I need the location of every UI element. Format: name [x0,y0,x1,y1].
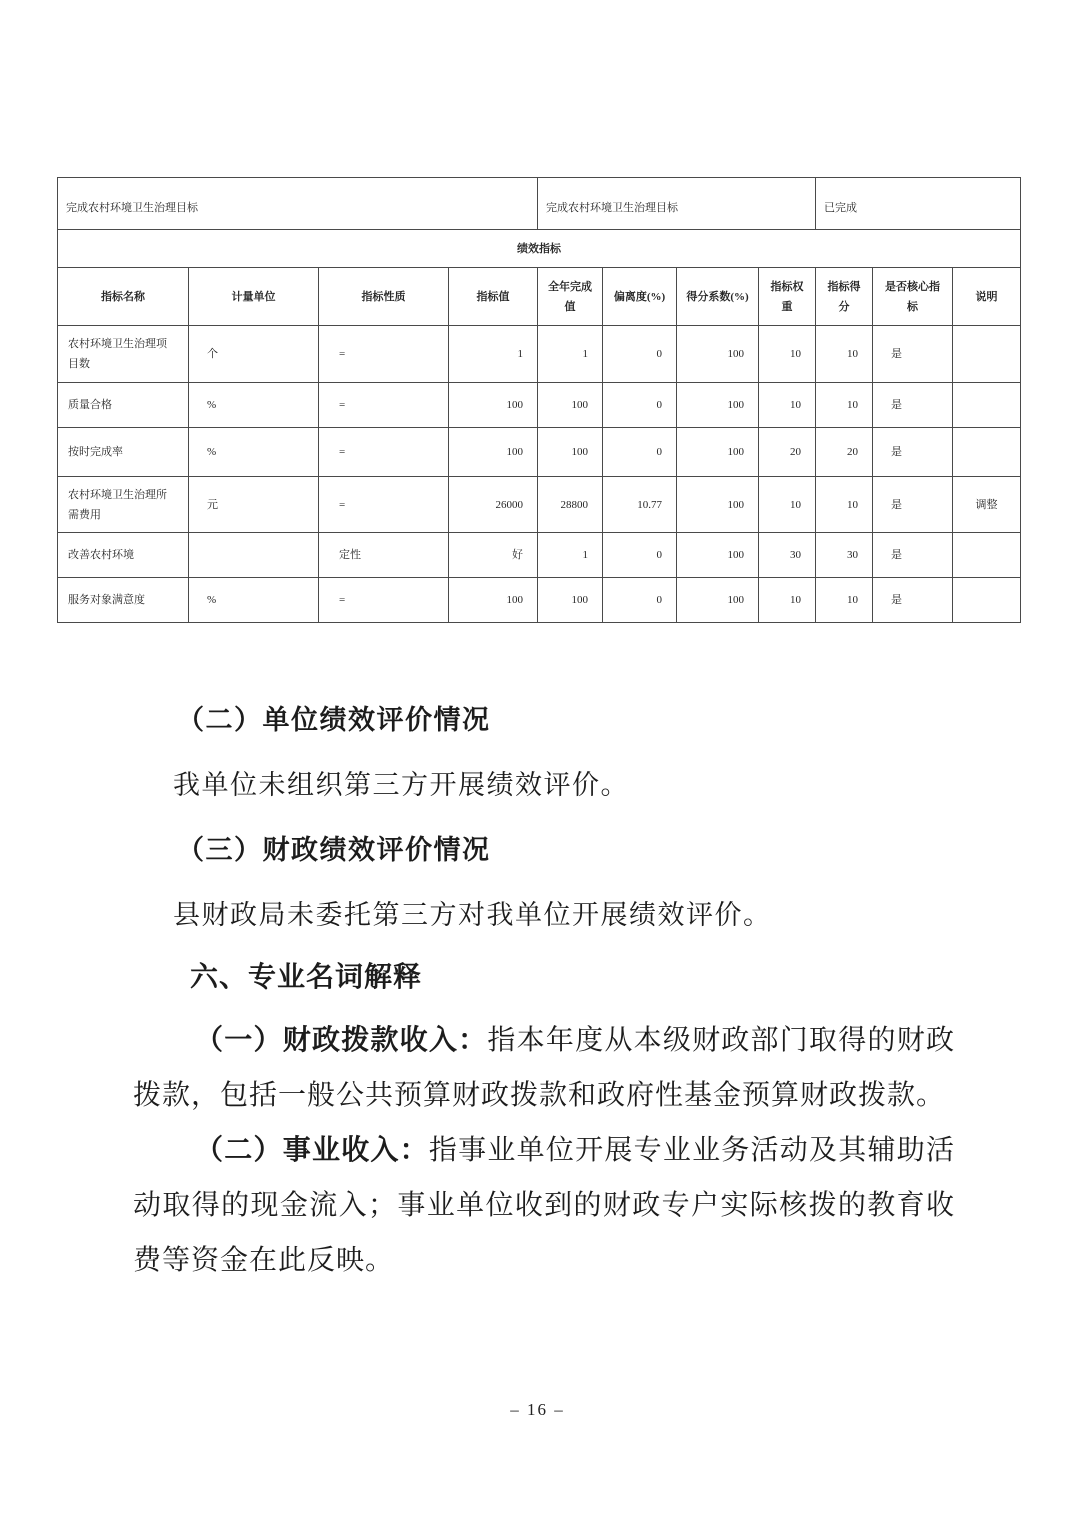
term-body: 指本年度从本级财政部门取得的财政拨款，包括一般公共预算财政拨款和政府性基金预算财政拨款。 [133,1025,955,1111]
table-cell: 100 [538,578,603,623]
table-row [58,477,1021,533]
table-cell: 农村环境卫生治理所需费用 [58,477,189,533]
table-cell: 100 [449,428,538,477]
term-body: 指事业单位开展专业业务活动及其辅助活动取得的现金流入；事业单位收到的财政专户实际核拨的教育收费等资金在此反映。 [133,1135,955,1276]
table-cell: 100 [538,383,603,428]
table-cell: 1 [538,326,603,383]
table-cell: 1 [538,533,603,578]
table-cell: 是 [873,533,953,578]
table-cell: = [319,428,449,477]
table-cell: 0 [603,578,677,623]
table-cell [189,533,319,578]
table-cell [953,326,1021,383]
table-cell: 100 [677,533,759,578]
col-header-unit: 计量单位 [189,268,319,326]
table-cell: 改善农村环境 [58,533,189,578]
table-cell: 100 [449,578,538,623]
table-cell: 100 [538,428,603,477]
table-cell: 100 [677,477,759,533]
table-cell: 是 [873,578,953,623]
table-cell: 是 [873,428,953,477]
col-header-score: 指标得分 [816,268,873,326]
completion-status-cell: 已完成 [816,178,1021,230]
table-cell: 好 [449,533,538,578]
annual-goal-cell: 完成农村环境卫生治理目标 [58,178,538,230]
col-header-deviation: 偏离度(%) [603,268,677,326]
table-cell: 10 [816,383,873,428]
table-row [58,533,1021,578]
table-cell: 100 [677,578,759,623]
table-row [58,383,1021,428]
table-cell: 100 [677,326,759,383]
table-cell: 100 [677,383,759,428]
table-row [58,428,1021,477]
table-cell: 10 [759,578,816,623]
col-header-annual-completion: 全年完成值 [538,268,603,326]
table-cell: 10 [759,383,816,428]
table-cell: 是 [873,477,953,533]
table-cell [953,428,1021,477]
section-heading-unit-evaluation: （二）单位绩效评价情况 [177,705,491,735]
term-lead: （一）财政拨款收入： [195,1025,488,1056]
table-cell: 农村环境卫生治理项目数 [58,326,189,383]
table-cell: 30 [816,533,873,578]
table-cell: 28800 [538,477,603,533]
section-heading-fiscal-evaluation: （三）财政绩效评价情况 [177,835,491,865]
col-header-property: 指标性质 [319,268,449,326]
col-header-note: 说明 [953,268,1021,326]
goal-row [58,178,1021,230]
header-row [58,268,1021,326]
section-heading-terminology: 六、专业名词解释 [190,961,423,992]
col-header-score-coefficient: 得分系数(%) [677,268,759,326]
table-cell: 10.77 [603,477,677,533]
table-cell: % [189,428,319,477]
table-cell: 30 [759,533,816,578]
table-cell [953,578,1021,623]
table-row [58,326,1021,383]
table-cell: 100 [449,383,538,428]
table-cell: 元 [189,477,319,533]
table-cell: 1 [449,326,538,383]
col-header-core-indicator: 是否核心指标 [873,268,953,326]
table-cell: 0 [603,326,677,383]
table-cell: = [319,578,449,623]
table-cell: = [319,326,449,383]
col-header-weight: 指标权重 [759,268,816,326]
table-cell [953,533,1021,578]
table-cell: 26000 [449,477,538,533]
table-cell: = [319,383,449,428]
table-cell [953,383,1021,428]
table-cell: 10 [759,326,816,383]
col-header-indicator-name: 指标名称 [58,268,189,326]
table-cell: 20 [759,428,816,477]
table-cell: = [319,477,449,533]
table-cell: 10 [816,326,873,383]
table-cell: 0 [603,533,677,578]
table-cell: 0 [603,383,677,428]
table-cell: % [189,383,319,428]
table-cell: 10 [816,578,873,623]
table-cell: 按时完成率 [58,428,189,477]
term-lead: （二）事业收入： [195,1135,429,1166]
table-cell: 调整 [953,477,1021,533]
col-header-target-value: 指标值 [449,268,538,326]
section-title-cell: 绩效指标 [58,230,1021,268]
section-text-unit-evaluation: 我单位未组织第三方开展绩效评价。 [173,770,629,800]
table-cell: % [189,578,319,623]
table-cell: 服务对象满意度 [58,578,189,623]
table-cell: 是 [873,383,953,428]
table-cell: 0 [603,428,677,477]
table-cell: 20 [816,428,873,477]
section-text-fiscal-evaluation: 县财政局未委托第三方对我单位开展绩效评价。 [173,900,772,930]
term-paragraph-operating-income [133,1123,955,1288]
table-cell: 100 [677,428,759,477]
table-cell: 10 [759,477,816,533]
table-cell: 10 [816,477,873,533]
page-number: – 16 – [510,1400,565,1419]
table-cell: 质量合格 [58,383,189,428]
table-cell: 是 [873,326,953,383]
table-row [58,578,1021,623]
table-cell: 个 [189,326,319,383]
performance-indicator-table [57,177,1021,623]
table-cell: 定性 [319,533,449,578]
section-title-row [58,230,1021,268]
actual-goal-cell: 完成农村环境卫生治理目标 [538,178,816,230]
term-paragraph-fiscal-appropriation [133,1013,955,1123]
